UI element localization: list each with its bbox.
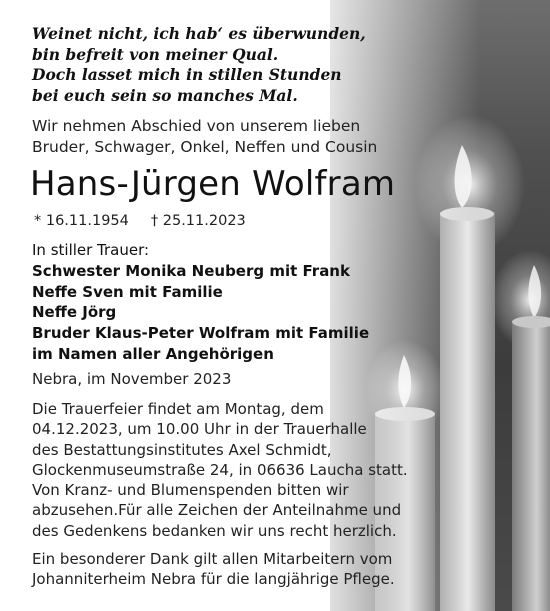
intro-text [32, 116, 377, 158]
life-dates [34, 211, 246, 231]
place-date: Nebra, im November 2023 [32, 370, 232, 388]
poem-line: Doch lasset mich in stillen Stunden [32, 65, 342, 84]
funeral-line: Glockenmuseumstraße 24, in 06636 Laucha statt. [32, 460, 408, 479]
mourner-line: im Namen aller Angehörigen [32, 344, 274, 363]
flowers-line: Von Kranz- und Blumenspenden bitten wir [32, 481, 349, 499]
poem [32, 24, 366, 106]
flowers-note [32, 480, 401, 541]
mourner-line: Schwester Monika Neuberg mit Frank [32, 261, 350, 280]
deceased-name: Hans-Jürgen Wolfram [30, 164, 396, 204]
funeral-info [32, 399, 408, 480]
thanks-line: Johanniterheim Nebra für die langjährige Pflege. [32, 570, 395, 589]
funeral-line: des Bestattungsinstitutes Axel Schmidt, [32, 440, 332, 459]
poem-line: bin befreit von meiner Qual. [32, 44, 279, 64]
mourner-line: Neffe Sven mit Familie [32, 282, 223, 301]
death-date: † 25.11.2023 [150, 213, 246, 229]
poem-line: Weinet nicht, ich hab‘ es überwunden, [32, 24, 366, 43]
flowers-line: des Gedenkens bedanken wir uns recht herzlich. [32, 521, 397, 540]
intro-line: Bruder, Schwager, Onkel, Neffen und Cousin [32, 138, 378, 156]
mourners-list [32, 240, 369, 365]
funeral-line: Die Trauerfeier findet am Montag, dem [32, 400, 324, 418]
thanks-line: Ein besonderer Dank gilt allen Mitarbeitern vom [32, 550, 393, 568]
mourners-heading: In stiller Trauer: [32, 241, 150, 259]
mourner-line: Neffe Jörg [32, 303, 117, 322]
funeral-line: 04.12.2023, um 10.00 Uhr in der Trauerhalle [32, 420, 367, 439]
mourner-line: Bruder Klaus-Peter Wolfram mit Familie [32, 324, 370, 343]
birth-date: * 16.11.1954 [34, 213, 129, 229]
thanks-note [32, 549, 395, 590]
flowers-line: abzusehen.Für alle Zeichen der Anteilnahme und [32, 501, 402, 520]
intro-line: Wir nehmen Abschied von unserem lieben [32, 117, 361, 135]
poem-line: bei euch sein so manches Mal. [32, 85, 298, 105]
